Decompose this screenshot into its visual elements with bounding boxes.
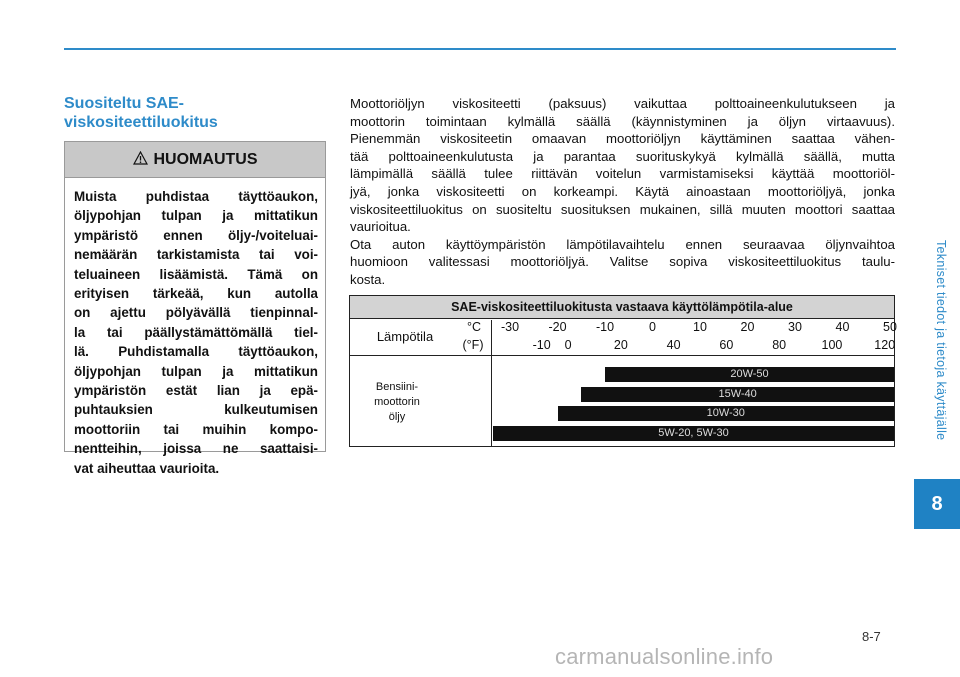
chapter-sidebar-title: Tekniset tiedot ja tietoja käyttäjälle — [934, 240, 948, 441]
notice-line: vat aiheuttaa vaurioita. — [74, 460, 220, 476]
celsius-tick: 10 — [693, 320, 707, 334]
celsius-tick: -30 — [500, 320, 520, 334]
fahrenheit-tick: 0 — [564, 338, 572, 352]
notice-line: nemäärän tarkistamista tai voi- — [74, 247, 318, 263]
column-divider — [491, 320, 492, 447]
viscosity-grade-bar: 15W-40 — [581, 387, 894, 402]
notice-line: la tai päällystämättömällä tiel- — [74, 324, 318, 340]
warning-triangle-icon — [133, 151, 148, 169]
body-line: vaurioitua. — [350, 219, 411, 235]
fahrenheit-tick: 40 — [666, 338, 681, 352]
fahrenheit-tick: 20 — [613, 338, 628, 352]
notice-line: ympäristö ennen öljy-/voiteluai- — [74, 227, 318, 243]
section-title — [64, 94, 334, 132]
oil-label-line: moottorin — [374, 396, 420, 408]
notice-line: nentteihin, joissa ne saattaisi- — [74, 441, 318, 457]
notice-line: öljypohjan tulpan ja mittatikun — [74, 208, 318, 224]
viscosity-grade-bar: 5W-20, 5W-30 — [493, 426, 894, 441]
notice-box — [64, 141, 326, 476]
body-line: kosta. — [350, 271, 386, 287]
notice-title: HUOMAUTUS — [153, 150, 258, 168]
fahrenheit-tick: 100 — [821, 338, 843, 352]
notice-line: ympäristön estät lian ja epä- — [74, 383, 318, 399]
celsius-unit: °C — [466, 320, 482, 334]
celsius-tick: -20 — [548, 320, 567, 334]
notice-line: öljypohjan tulpan ja mittatikun — [74, 363, 318, 379]
body-line: Ota auton käyttöympäristön lämpötilavaihtelu ennen seuraavaa öljynvaihtoa — [350, 236, 895, 252]
celsius-tick: 40 — [835, 320, 850, 334]
notice-line: teluaineen lisäämistä. Tämä on — [74, 266, 318, 282]
notice-line: lä. Puhdistamalla täyttöaukon, — [74, 344, 318, 360]
notice-line: erityisen tärkeää, kun autolla — [74, 286, 318, 302]
celsius-tick: 50 — [883, 320, 897, 334]
viscosity-table — [349, 295, 895, 447]
notice-line: Muista puhdistaa täyttöaukon, — [74, 189, 318, 204]
section-title-line: Suositeltu SAE- — [64, 95, 185, 112]
top-rule — [64, 48, 896, 50]
oil-label-line: öljy — [388, 411, 406, 423]
table-title: SAE-viskositeettiluokitusta vastaava käyttölämpötila-alue — [350, 296, 894, 319]
celsius-tick: 30 — [788, 320, 802, 334]
chapter-number-tab: 8 — [914, 479, 960, 529]
fahrenheit-tick: 60 — [719, 338, 734, 352]
gasoline-engine-oil-label — [350, 380, 444, 425]
body-line: jyä, jonka viskositeetti on korkeampi. Käytä ainoastaan moottoriöljyä, jonka — [350, 183, 895, 199]
viscosity-grade-bar: 20W-50 — [605, 367, 894, 382]
body-line: Pienemmän viskositeetin omaavan moottoriöljyn käyttäminen saattaa vähen- — [350, 131, 895, 147]
section-title-line: viskositeettiluokitus — [64, 114, 218, 131]
oil-label-line: Bensiini- — [375, 381, 419, 393]
fahrenheit-tick: -10 — [532, 338, 551, 352]
viscosity-grade-bar: 10W-30 — [558, 406, 895, 421]
row-divider — [350, 355, 894, 356]
notice-body — [65, 178, 325, 478]
fahrenheit-unit: (°F) — [462, 338, 484, 352]
watermark: carmanualsonline.info — [555, 644, 774, 669]
celsius-tick: 0 — [649, 320, 656, 334]
body-line: tää polttoaineenkulutusta ja parantaa suorituskykyä kylmällä säällä, mutta — [350, 148, 895, 164]
celsius-tick: -10 — [595, 320, 615, 334]
body-line: huomioon valitessasi moottoriöljyä. Valitse sopiva viskositeettiluokitus taulu- — [350, 254, 895, 270]
celsius-tick: 20 — [740, 320, 755, 334]
body-line: Moottoriöljyn viskositeetti (paksuus) vaikuttaa polttoaineenkulutukseen ja — [350, 96, 895, 111]
notice-line: on ajettu pölyävällä tienpinnal- — [74, 305, 318, 321]
body-line: moottorin toimintaan kylmällä säällä (käynnistyminen ja öljyn virtaavuus). — [350, 113, 895, 129]
fahrenheit-tick: 120 — [874, 338, 896, 352]
fahrenheit-tick: 80 — [772, 338, 787, 352]
page-number: 8-7 — [862, 629, 881, 644]
temperature-label: Lämpötila — [376, 329, 434, 344]
notice-line: puhtauksien kulkeutumisen — [74, 402, 318, 418]
notice-line: moottoriin tai muihin kompo- — [74, 421, 318, 437]
body-line: viskositeettiluokitus on suositeltu suosituksen mukainen, sillä muuten moottori saattaa — [350, 201, 895, 217]
main-body-text — [350, 95, 895, 289]
body-line: lämpimällä säällä tulee riittävän voitelun varmistamiseksi käyttää moottoriöl- — [350, 166, 895, 182]
notice-header — [65, 142, 325, 178]
